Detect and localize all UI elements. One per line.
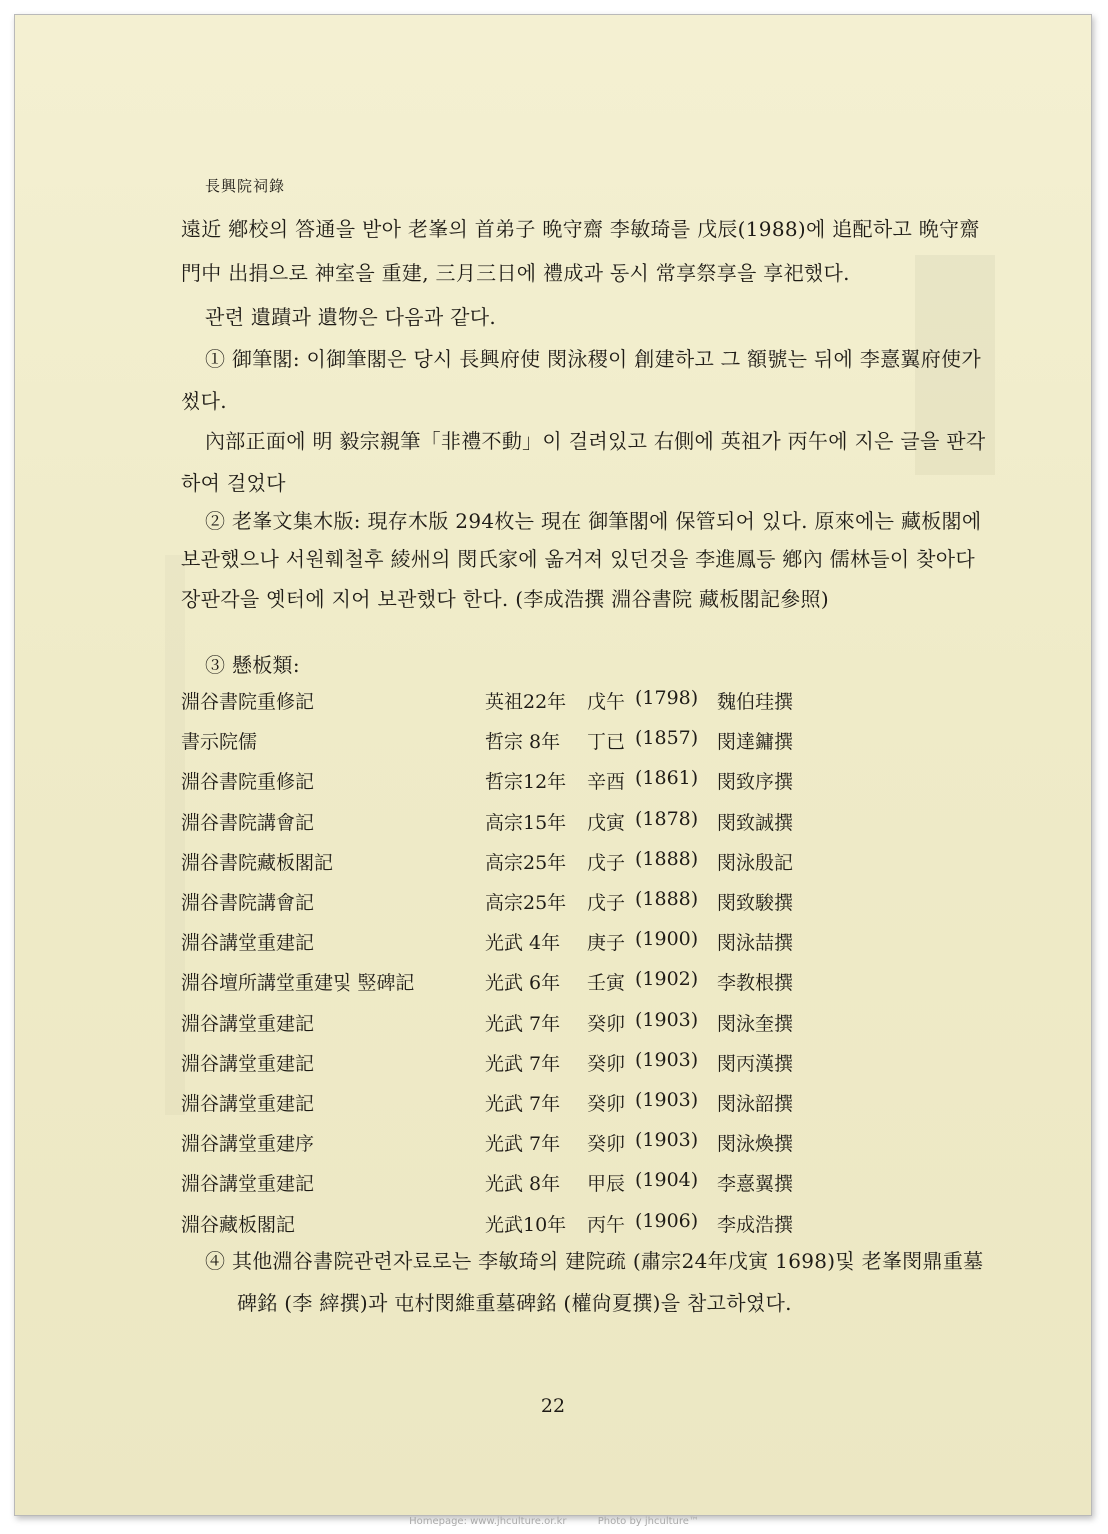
plaque-row bbox=[181, 1089, 881, 1117]
plaque-year: (1903) bbox=[635, 1008, 699, 1031]
plaque-author: 閔泳奎撰 bbox=[717, 1012, 794, 1035]
plaque-year: (1902) bbox=[635, 968, 699, 991]
plaque-author: 李教根撰 bbox=[717, 972, 794, 995]
body-line: 遠近 鄕校의 答通을 받아 老峯의 首弟子 晩守齋 李敏琦를 戊辰(1988)에 追配하고 晩守齋 bbox=[181, 217, 980, 241]
plaque-year: (1878) bbox=[635, 807, 699, 830]
running-header: 長興院祠錄 bbox=[205, 177, 286, 195]
body-line: 門中 出捐으로 神室을 重建, 三月三日에 禮成과 동시 常享祭享을 享祀했다. bbox=[181, 261, 850, 285]
plaque-ganji: 壬寅 bbox=[587, 972, 626, 995]
body-line: 보관했으나 서원훼철후 綾州의 閔氏家에 옮겨져 있던것을 李進鳳등 鄕內 儒林들이 찾아다 bbox=[181, 547, 976, 571]
plaque-reign: 哲宗 8年 bbox=[485, 731, 561, 754]
plaque-author: 閔丙漢撰 bbox=[717, 1052, 794, 1075]
plaque-row bbox=[181, 1049, 881, 1077]
plaque-row bbox=[181, 968, 881, 996]
plaque-reign: 光武 6年 bbox=[485, 972, 561, 995]
plaque-ganji: 癸卯 bbox=[587, 1052, 626, 1075]
plaque-title: 淵谷講堂重建記 bbox=[181, 1052, 315, 1075]
body-line: 장판각을 옛터에 지어 보관했다 한다. (李成浩撰 淵谷書院 藏板閣記參照) bbox=[181, 587, 829, 611]
plaque-ganji: 丙午 bbox=[587, 1213, 626, 1236]
plaque-ganji: 戊午 bbox=[587, 691, 626, 713]
plaque-row bbox=[181, 1210, 881, 1238]
plaque-author: 閔達鏞撰 bbox=[717, 731, 794, 754]
plaque-row bbox=[181, 1009, 881, 1037]
plaque-title: 淵谷書院講會記 bbox=[181, 811, 315, 834]
plaque-ganji: 戊子 bbox=[587, 851, 626, 874]
plaque-year: (1906) bbox=[635, 1209, 699, 1232]
plaque-ganji: 丁已 bbox=[587, 731, 626, 754]
plaque-ganji: 甲辰 bbox=[587, 1173, 626, 1196]
body-line: ② 老峯文集木版: 現存木版 294枚는 現在 御筆閣에 保管되어 있다. 原來에는 藏板閣에 bbox=[205, 509, 982, 533]
plaque-year: (1888) bbox=[635, 847, 699, 870]
plaque-author: 李憙翼撰 bbox=[717, 1173, 794, 1196]
plaque-year: (1857) bbox=[635, 727, 699, 750]
plaque-author: 魏伯珪撰 bbox=[717, 691, 794, 713]
plaque-reign: 高宗15年 bbox=[485, 811, 567, 834]
section-heading: ③ 懸板類: bbox=[205, 653, 300, 677]
page-number: 22 bbox=[540, 1395, 566, 1417]
body-line: 관련 遺蹟과 遺物은 다음과 같다. bbox=[205, 305, 497, 329]
plaque-ganji: 癸卯 bbox=[587, 1012, 626, 1035]
homepage-credit: Homepage: www.jhculture.or.kr bbox=[409, 1516, 567, 1527]
plaque-ganji: 辛酉 bbox=[587, 771, 626, 794]
plaque-title: 淵谷講堂重建記 bbox=[181, 932, 315, 955]
plaque-year: (1903) bbox=[635, 1048, 699, 1071]
plaque-row bbox=[181, 848, 881, 876]
plaque-reign: 英祖22年 bbox=[485, 691, 567, 713]
photo-frame bbox=[14, 14, 1092, 1516]
plaque-title: 淵谷講堂重建記 bbox=[181, 1012, 315, 1035]
plaque-reign: 光武 7年 bbox=[485, 1052, 561, 1075]
plaque-reign: 光武 7年 bbox=[485, 1133, 561, 1156]
plaque-row bbox=[181, 928, 881, 956]
plaque-title: 書示院儒 bbox=[181, 731, 258, 754]
plaque-author: 閔致駿撰 bbox=[717, 892, 794, 914]
plaque-title: 淵谷書院講會記 bbox=[181, 892, 315, 914]
body-line: ① 御筆閣: 이御筆閣은 당시 長興府使 閔泳稷이 創建하고 그 額號는 뒤에 李憙翼府使가 bbox=[205, 347, 981, 371]
plaque-title: 淵谷講堂重建序 bbox=[181, 1133, 315, 1156]
plaque-title: 淵谷書院重修記 bbox=[181, 691, 315, 713]
plaque-reign: 光武 4年 bbox=[485, 932, 561, 955]
plaque-ganji: 戊子 bbox=[587, 892, 626, 914]
plaque-reign: 光武 7年 bbox=[485, 1093, 561, 1115]
plaque-title: 淵谷講堂重建記 bbox=[181, 1093, 315, 1115]
body-line: 碑銘 (李 縡撰)과 屯村閔維重墓碑銘 (權尙夏撰)을 참고하였다. bbox=[237, 1291, 792, 1315]
plaque-row bbox=[181, 687, 881, 715]
plaque-author: 閔致誠撰 bbox=[717, 811, 794, 834]
plaque-title: 淵谷壇所講堂重建및 竪碑記 bbox=[181, 972, 415, 995]
plaque-title: 淵谷書院重修記 bbox=[181, 771, 315, 794]
plaque-author: 閔致序撰 bbox=[717, 771, 794, 794]
plaque-author: 閔泳殷記 bbox=[717, 851, 794, 874]
plaque-author: 閔泳韶撰 bbox=[717, 1093, 794, 1115]
plaque-year: (1903) bbox=[635, 1089, 699, 1111]
plaque-year: (1904) bbox=[635, 1169, 699, 1192]
plaque-ganji: 戊寅 bbox=[587, 811, 626, 834]
plaque-ganji: 癸卯 bbox=[587, 1093, 626, 1115]
plaque-title: 淵谷藏板閣記 bbox=[181, 1213, 296, 1236]
plaque-row bbox=[181, 1169, 881, 1197]
plaque-reign: 光武10年 bbox=[485, 1213, 567, 1236]
plaque-year: (1903) bbox=[635, 1129, 699, 1152]
plaque-row bbox=[181, 767, 881, 795]
plaque-year: (1798) bbox=[635, 687, 699, 709]
body-line: ④ 其他淵谷書院관련자료로는 李敏琦의 建院疏 (肅宗24年戊寅 1698)및 老峯閔鼎重墓 bbox=[205, 1249, 984, 1273]
plaque-ganji: 庚子 bbox=[587, 932, 626, 955]
plaque-reign: 高宗25年 bbox=[485, 851, 567, 874]
plaque-year: (1861) bbox=[635, 767, 699, 790]
plaque-title: 淵谷書院藏板閣記 bbox=[181, 851, 334, 874]
plaque-author: 閔泳煥撰 bbox=[717, 1133, 794, 1156]
plaque-author: 閔泳喆撰 bbox=[717, 932, 794, 955]
plaque-row bbox=[181, 888, 881, 916]
body-line: 內部正面에 明 毅宗親筆「非禮不動」이 걸려있고 右側에 英祖가 丙午에 지은 글을 판각 bbox=[205, 429, 986, 453]
plaque-reign: 光武 8年 bbox=[485, 1173, 561, 1196]
plaque-reign: 哲宗12年 bbox=[485, 771, 567, 794]
plaque-ganji: 癸卯 bbox=[587, 1133, 626, 1156]
book-page bbox=[15, 15, 1091, 1515]
plaque-year: (1900) bbox=[635, 928, 699, 951]
plaque-title: 淵谷講堂重建記 bbox=[181, 1173, 315, 1196]
plaque-row bbox=[181, 808, 881, 836]
photo-credit: Photo by jhculture™ bbox=[597, 1516, 699, 1527]
plaque-author: 李成浩撰 bbox=[717, 1213, 794, 1236]
plaque-row bbox=[181, 727, 881, 755]
plaque-reign: 光武 7年 bbox=[485, 1012, 561, 1035]
plaque-year: (1888) bbox=[635, 888, 699, 910]
photo-credit-footer bbox=[0, 1516, 1108, 1527]
plaque-reign: 高宗25年 bbox=[485, 892, 567, 914]
plaque-row bbox=[181, 1129, 881, 1157]
body-line: 썼다. bbox=[181, 389, 227, 413]
body-line: 하여 걸었다 bbox=[181, 471, 286, 495]
